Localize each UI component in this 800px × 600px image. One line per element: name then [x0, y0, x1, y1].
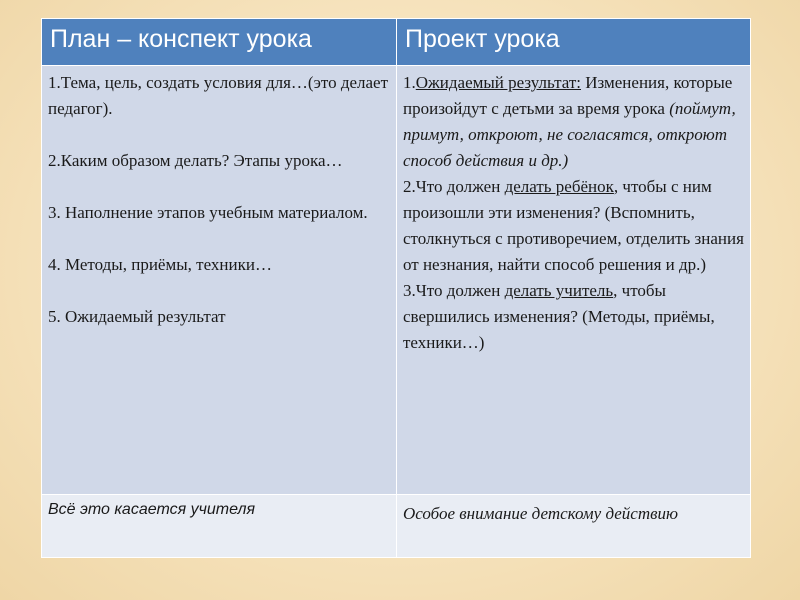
footer-child-note: Особое внимание детскому действию — [397, 495, 751, 558]
teacher-action-prefix: 3.Что должен — [403, 281, 505, 300]
project-items-cell — [397, 66, 751, 495]
teacher-action-underlined: делать учитель — [504, 281, 614, 300]
expected-result-heading: Ожидаемый результат: — [415, 73, 581, 92]
child-action-prefix: 2.Что должен — [403, 177, 505, 196]
lesson-plan-table — [41, 18, 751, 558]
footer-teacher-note: Всё это касается учителя — [42, 495, 397, 558]
header-lesson-project: Проект урока — [397, 19, 751, 66]
table-footer-row — [42, 495, 751, 558]
project-item-number: 1. — [403, 73, 416, 92]
expected-result-examples: (поймут, примут, откроют, не согласятся, откроют способ действия и др.) — [403, 99, 736, 170]
plan-item: 1.Тема, цель, создать условия для…(это делает педагог). — [48, 73, 389, 118]
header-lesson-plan: План – конспект урока — [42, 19, 397, 66]
child-action-text: , чтобы с ним произошли эти изменения? (Вспомнить, столкнуться с противоречием, отделить знания от незнания, найти способ решения и др.) — [403, 177, 744, 274]
plan-items-cell — [42, 66, 397, 495]
teacher-action-text: , чтобы свершились изменения? (Методы, приёмы, техники…) — [403, 281, 715, 352]
table-header-row — [42, 19, 751, 66]
project-item-teacher-action — [403, 278, 744, 356]
plan-item: 5. Ожидаемый результат — [48, 307, 226, 326]
project-item-child-action — [403, 174, 744, 278]
project-item-expected-result — [403, 70, 744, 174]
child-action-underlined: делать ребёнок — [504, 177, 614, 196]
plan-item: 3. Наполнение этапов учебным материалом. — [48, 203, 368, 222]
expected-result-text: Изменения, которые произойдут с детьми за время урока — [403, 73, 733, 118]
plan-item: 2.Каким образом делать? Этапы урока… — [48, 151, 343, 170]
table-body-row — [42, 66, 751, 495]
plan-item: 4. Методы, приёмы, техники… — [48, 255, 272, 274]
